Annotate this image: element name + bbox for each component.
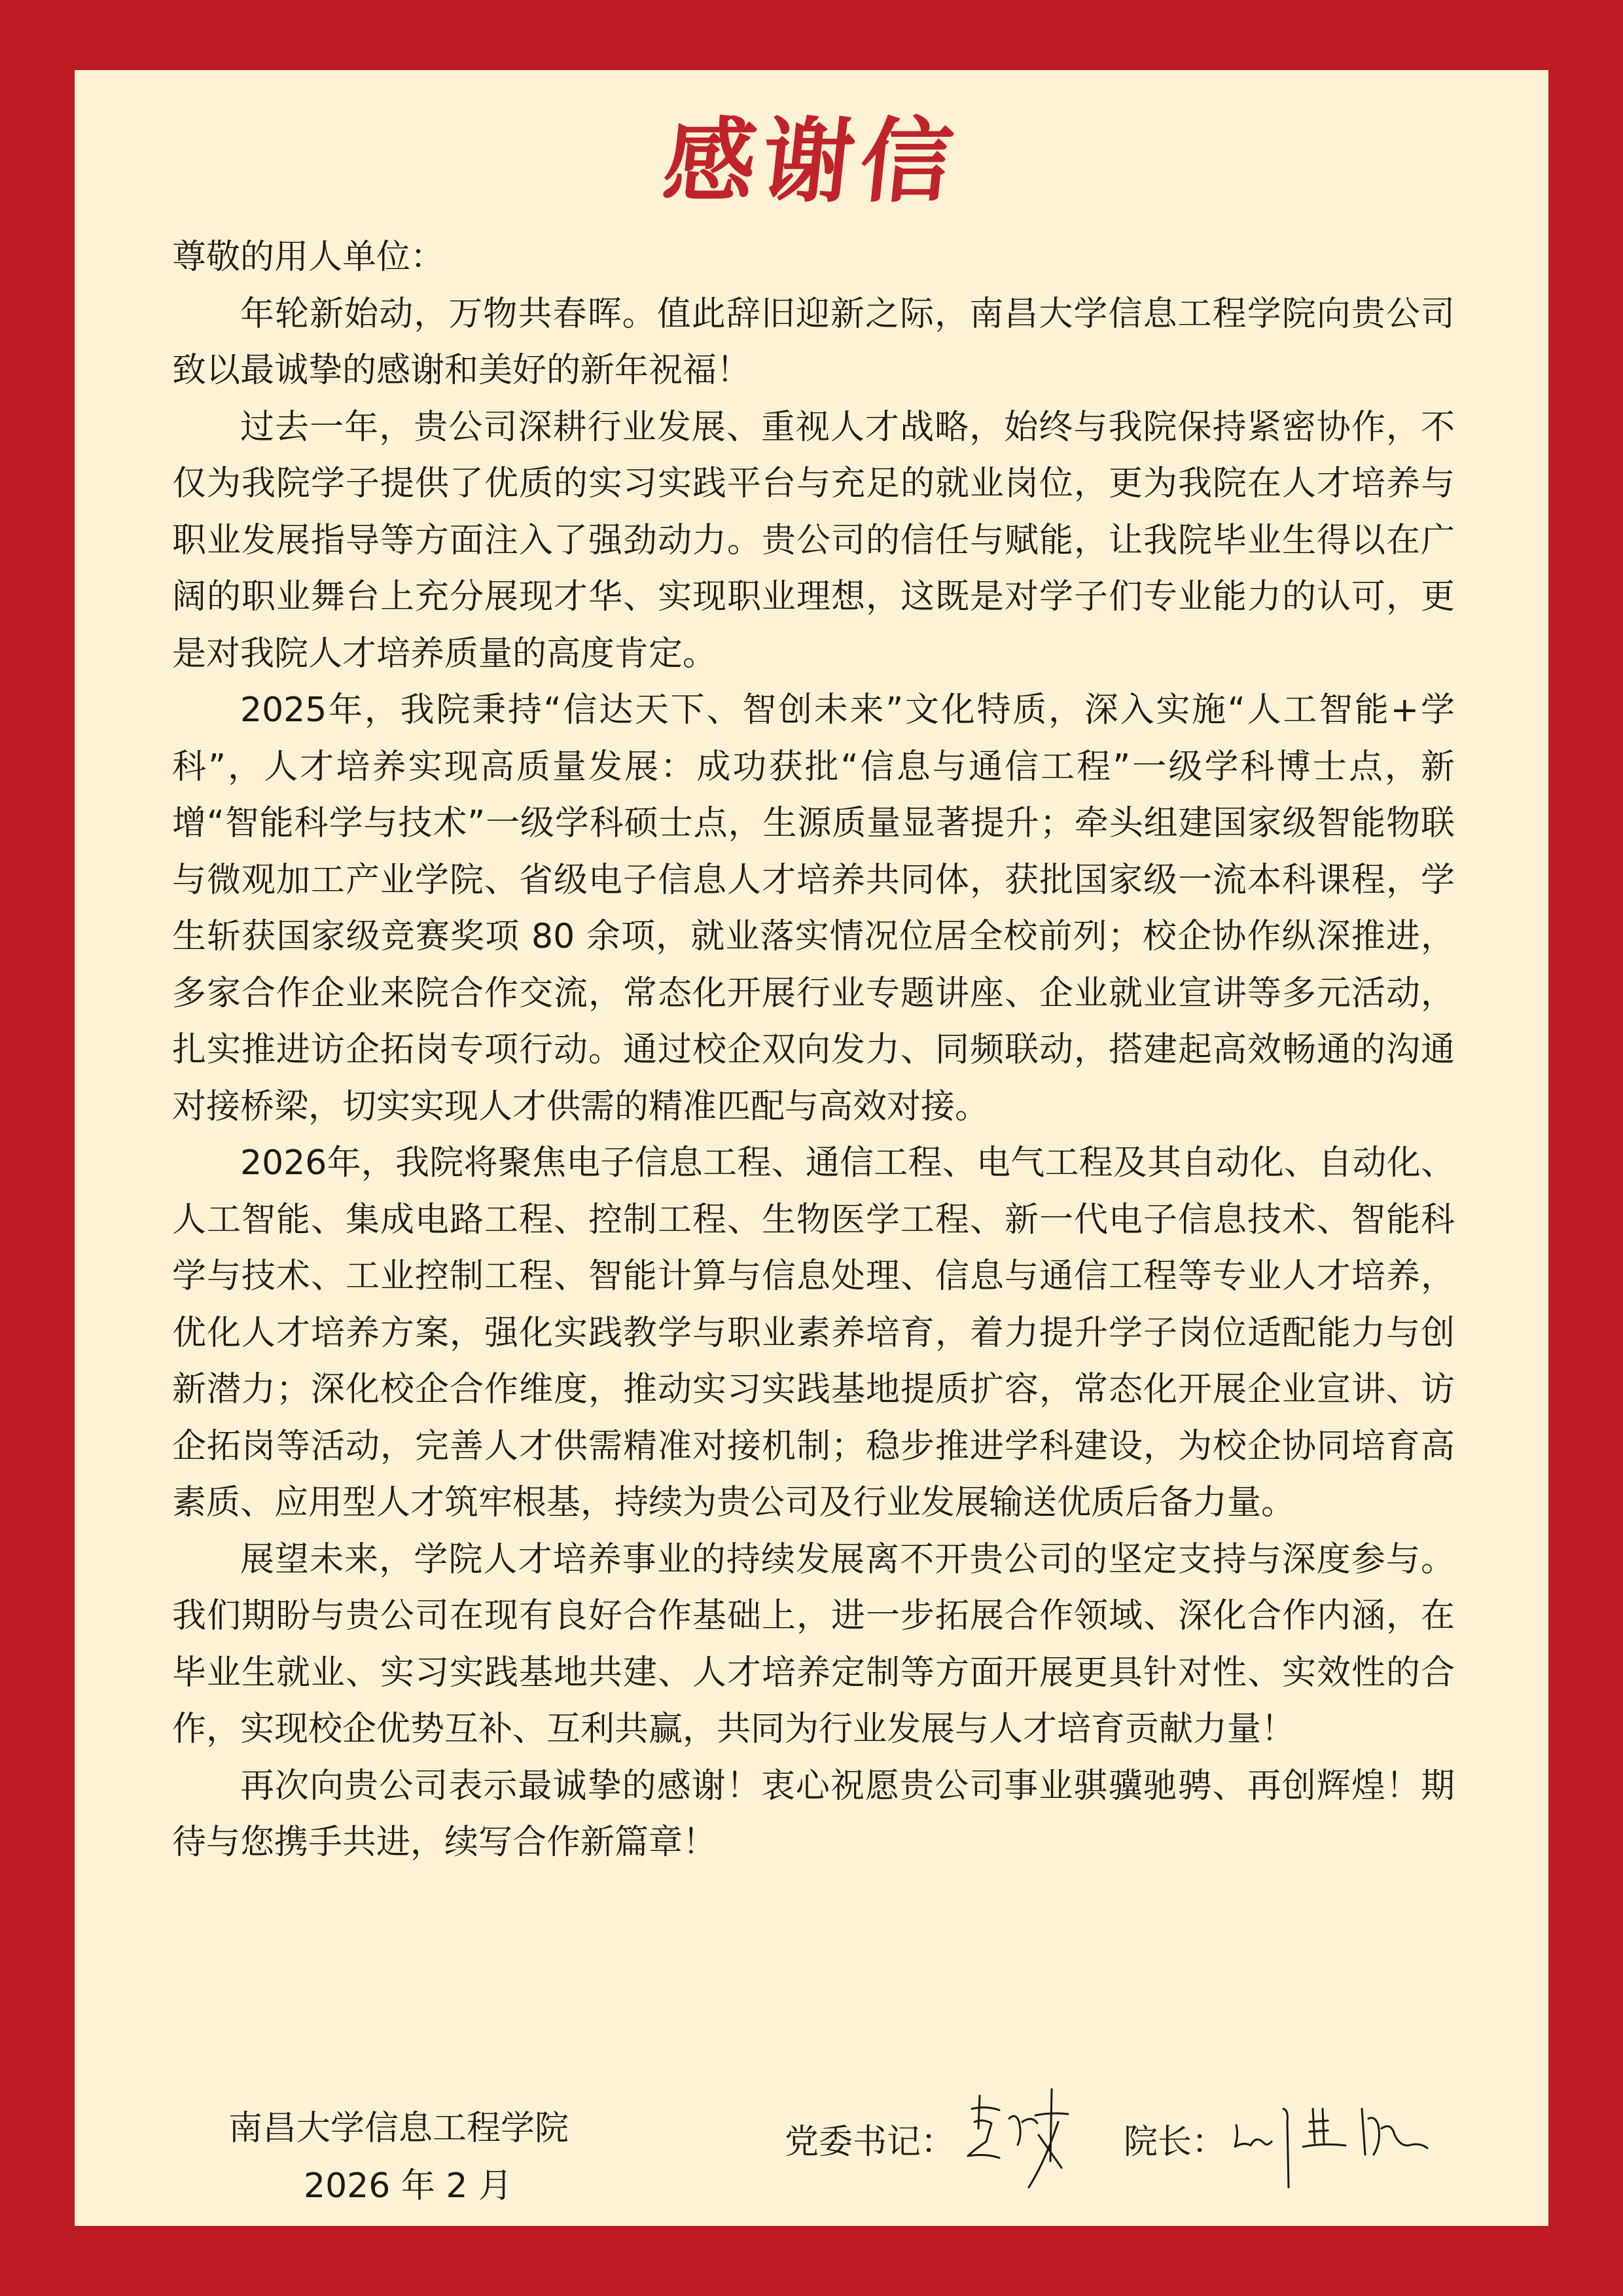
party-secretary-label: 党委书记： <box>785 2122 955 2162</box>
letter-title: 感谢信 <box>658 108 965 215</box>
letter-footer <box>75 2073 1548 2204</box>
paragraph-2025: 2025年，我院秉持“信达天下、智创未来”文化特质，深入实施“人工智能+学科”，人才培养实现高质量发展：成功获批“信息与通信工程”一级学科博士点，新增“智能科学与技术”一级学科硕士点，生源质量显著提升；牵头组建国家级智能物联与微观加工产业学院、省级电子信息人才培养共同体，获批国家级一流本科课程，学生斩获国家级竞赛奖项 80 余项，就业落实情况位居全校前列；校企协作纵深推进，多家合作企业来院合作交流，常态化开展行业专题讲座、企业就业宣讲等多元活动，扎实推进访企拓岗专项行动。通过校企双向发力、同频联动，搭建起高效畅通的沟通对接桥梁，切实实现人才供需的精准匹配与高效对接。 <box>172 691 1455 1126</box>
dean-signature-icon <box>1231 2083 1440 2194</box>
letter-body <box>172 229 1455 1871</box>
salutation: 尊敬的用人单位： <box>172 238 445 277</box>
paragraph-outlook: 展望未来，学院人才培养事业的持续发展离不开贵公司的坚定支持与深度参与。我们期盼与贵公司在现有良好合作基础上，进一步拓展合作领域、深化合作内涵，在毕业生就业、实习实践基地共建、人才培养定制等方面开展更具针对性、实效性的合作，实现校企优势互补、互利共赢，共同为行业发展与人才培育贡献力量！ <box>172 1539 1455 1749</box>
letter-date: 2026 年 2 月 <box>304 2166 513 2206</box>
party-secretary-signature-icon <box>960 2083 1084 2194</box>
paragraph-greeting: 年轮新始动，万物共春晖。值此辞旧迎新之际，南昌大学信息工程学院向贵公司致以最诚挚的感谢和美好的新年祝福！ <box>172 294 1455 390</box>
letter-paper <box>75 70 1548 2226</box>
paragraph-closing: 再次向贵公司表示最诚挚的感谢！衷心祝愿贵公司事业骐骥驰骋、再创辉煌！期待与您携手共进，续写合作新篇章！ <box>172 1766 1455 1862</box>
organization-name: 南昌大学信息工程学院 <box>228 2109 569 2148</box>
paragraph-2026: 2026年，我院将聚焦电子信息工程、通信工程、电气工程及其自动化、自动化、人工智能、集成电路工程、控制工程、生物医学工程、新一代电子信息技术、智能科学与技术、工业控制工程、智能计算与信息处理、信息与通信工程等专业人才培养，优化人才培养方案，强化实践教学与职业素养培育，着力提升学子岗位适配能力与创新潜力；深化校企合作维度，推动实习实践基地提质扩容，常态化开展企业宣讲、访企拓岗等活动，完善人才供需精准对接机制；稳步推进学科建设，为校企协同培育高素质、应用型人才筑牢根基，持续为贵公司及行业发展输送优质后备力量。 <box>172 1143 1455 1522</box>
dean-label: 院长： <box>1124 2122 1226 2162</box>
paragraph-past-year: 过去一年，贵公司深耕行业发展、重视人才战略，始终与我院保持紧密协作，不仅为我院学子提供了优质的实习实践平台与充足的就业岗位，更为我院在人才培养与职业发展指导等方面注入了强劲动力。贵公司的信任与赋能，让我院毕业生得以在广阔的职业舞台上充分展现才华、实现职业理想，这既是对学子们专业能力的认可，更是对我院人才培养质量的高度肯定。 <box>172 407 1455 673</box>
signature-block <box>785 2079 1480 2197</box>
